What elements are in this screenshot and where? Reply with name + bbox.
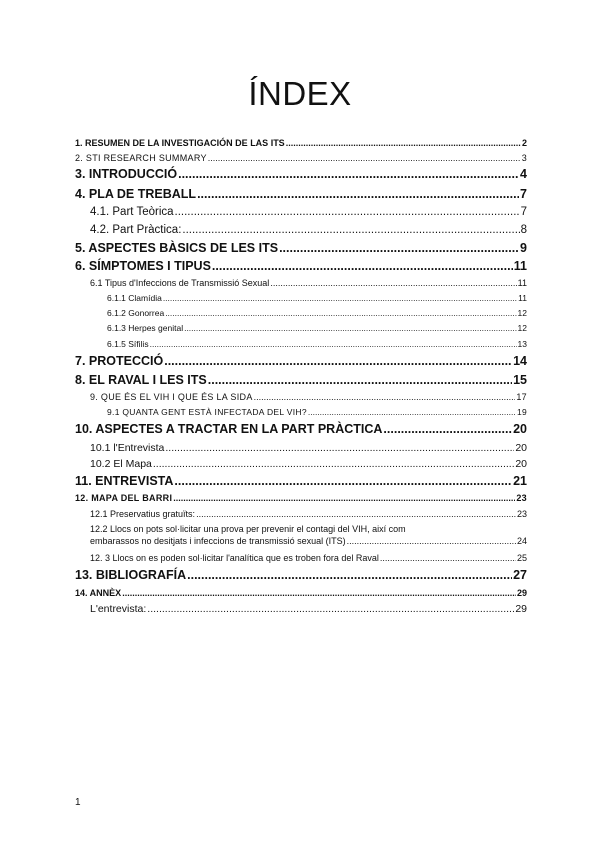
- leader-dots: [182, 223, 519, 238]
- toc-entry-label: 9. QUE ÉS EL VIH I QUE ÉS LA SIDA: [90, 392, 253, 402]
- toc-entry-page: 20: [515, 458, 527, 470]
- toc-entry-label: 7. PROTECCIÓ: [75, 354, 164, 368]
- toc-entry[interactable]: [75, 473, 527, 489]
- page-title: ÍNDEX: [248, 75, 352, 112]
- page-number: 1: [75, 797, 81, 808]
- toc-entry[interactable]: [90, 441, 527, 455]
- leader-dots: [208, 372, 512, 388]
- leader-dots: [347, 535, 516, 547]
- toc-entry[interactable]: [90, 523, 527, 547]
- toc-entry-page: 25: [516, 553, 527, 563]
- toc-entry[interactable]: [75, 587, 527, 599]
- toc-entry-label: 10. ASPECTES A TRACTAR EN LA PART PRÀCTICA: [75, 422, 383, 436]
- toc-entry-page: 15: [513, 373, 527, 387]
- toc-entry-label: 4.1. Part Teòrica: [90, 206, 174, 218]
- leader-dots: [178, 166, 519, 182]
- toc-entry-page: 8: [520, 224, 527, 236]
- leader-dots: [165, 441, 514, 455]
- toc-entry[interactable]: [75, 567, 527, 583]
- toc-entry-page: 11: [518, 293, 527, 303]
- toc-entry[interactable]: [75, 186, 527, 202]
- toc-entry-label: 1. RESUMEN DE LA INVESTIGACIÓN DE LAS ITS: [75, 138, 285, 148]
- toc-entry-label: 3. INTRODUCCIÓ: [75, 167, 178, 181]
- toc-entry-label: 6.1.2 Gonorrea: [107, 308, 165, 318]
- toc-entry-page: 14: [513, 354, 527, 368]
- toc-entry-label: 4.2. Part Pràctica:: [90, 224, 182, 236]
- toc-entry[interactable]: [107, 322, 527, 334]
- toc-entry-page: 23: [516, 509, 527, 519]
- leader-dots: [153, 457, 514, 471]
- toc-entry-label: 12. 3 Llocs on es poden sol·licitar l'analítica que es troben fora del Raval: [90, 553, 379, 563]
- toc-entry-page: 12: [517, 308, 527, 318]
- toc-entry-page: 11: [517, 278, 527, 288]
- toc-entry[interactable]: [90, 205, 527, 220]
- toc-entry-label: 2. STI RESEARCH SUMMARY: [75, 153, 207, 163]
- toc-entry-label: 10.1 l'Entrevista: [90, 442, 165, 454]
- leader-dots: [150, 338, 517, 350]
- toc-entry[interactable]: [90, 277, 527, 289]
- toc-entry-page: 9: [520, 241, 527, 255]
- toc-entry-label: 14. ANNÈX: [75, 588, 122, 598]
- toc-entry-page: 19: [516, 407, 527, 417]
- toc-entry[interactable]: [75, 421, 527, 437]
- toc-entry-page: 24: [516, 536, 527, 546]
- toc-entry[interactable]: [107, 406, 527, 418]
- toc-entry-page: 27: [513, 568, 527, 582]
- toc-entry-label: 6.1.3 Herpes genital: [107, 323, 184, 333]
- toc-entry[interactable]: [75, 166, 527, 182]
- toc-entry[interactable]: [107, 292, 527, 304]
- toc-entry-label: 4. PLA DE TREBALL: [75, 187, 197, 201]
- toc-entry[interactable]: [107, 307, 527, 319]
- leader-dots: [147, 602, 514, 616]
- leader-dots: [173, 492, 515, 504]
- leader-dots: [208, 152, 521, 164]
- toc-entry-page: 13: [517, 339, 527, 349]
- toc-entry[interactable]: [75, 258, 527, 274]
- leader-dots: [308, 406, 516, 418]
- toc-entry[interactable]: [75, 137, 527, 149]
- toc-entry[interactable]: [90, 602, 527, 616]
- toc-entry[interactable]: [75, 152, 527, 164]
- toc-entry-page: 2: [521, 138, 527, 148]
- toc-entry-label: 9.1 QUANTA GENT ESTÀ INFECTADA DEL VIH?: [107, 407, 307, 417]
- toc-entry-label: 5. ASPECTES BÀSICS DE LES ITS: [75, 241, 279, 255]
- leader-dots: [163, 292, 517, 304]
- toc-entry-label: 6.1.5 Sífilis: [107, 339, 149, 349]
- toc-entry-label: 8. EL RAVAL I LES ITS: [75, 373, 207, 387]
- toc-entry[interactable]: [90, 508, 527, 520]
- leader-dots: [270, 277, 516, 289]
- leader-dots: [165, 307, 516, 319]
- toc-entry-page: 29: [516, 588, 527, 598]
- toc-entry[interactable]: [75, 240, 527, 256]
- toc-entry-label: L'entrevista:: [90, 603, 147, 615]
- toc-entry-label: 6.1 Tipus d'Infeccions de Transmissió Sexual: [90, 278, 270, 288]
- toc-entry-page: 4: [520, 167, 527, 181]
- toc-entry-label: 12.2 Llocs on pots sol·licitar una prova per prevenir el contagi del VIH, així com: [90, 524, 406, 534]
- leader-dots: [279, 240, 519, 256]
- toc-entry[interactable]: [90, 457, 527, 471]
- toc-entry[interactable]: [90, 223, 527, 238]
- leader-dots: [122, 587, 516, 599]
- toc-entry[interactable]: [90, 391, 527, 403]
- toc-entry-page: 11: [513, 259, 527, 273]
- leader-dots: [212, 258, 513, 274]
- toc-entry[interactable]: [90, 552, 527, 564]
- toc-entry-page: 3: [521, 153, 527, 163]
- leader-dots: [197, 186, 519, 202]
- toc-entry-page: 23: [516, 493, 527, 503]
- toc-entry-label: 6. SÍMPTOMES I TIPUS: [75, 259, 211, 273]
- toc-entry[interactable]: [107, 338, 527, 350]
- leader-dots: [196, 508, 516, 520]
- leader-dots: [380, 552, 516, 564]
- leader-dots: [187, 567, 512, 583]
- leader-dots: [383, 421, 512, 437]
- toc-entry-page: 21: [513, 474, 527, 488]
- toc-entry-page: 12: [517, 323, 527, 333]
- toc-entry-page: 7: [520, 187, 527, 201]
- toc-entry-page: 7: [520, 206, 527, 218]
- toc-entry[interactable]: [75, 353, 527, 369]
- leader-dots: [184, 322, 516, 334]
- toc-entry-page: 17: [516, 392, 527, 402]
- toc-entry-label: 10.2 El Mapa: [90, 458, 152, 470]
- toc-entry[interactable]: [75, 492, 527, 504]
- toc-entry[interactable]: [75, 372, 527, 388]
- toc-entry-label: 13. BIBLIOGRAFÍA: [75, 568, 187, 582]
- toc-entry-label: 11. ENTREVISTA: [75, 474, 174, 488]
- toc-entry-page: 20: [515, 442, 527, 454]
- toc-entry-label-continued: embarassos no desitjats i infeccions de transmissió sexual (ITS): [90, 536, 346, 546]
- toc-entry-page: 29: [515, 603, 527, 615]
- leader-dots: [254, 391, 516, 403]
- toc-entry-page: 20: [513, 422, 527, 436]
- toc-entry-label: 12. MAPA DEL BARRI: [75, 493, 173, 503]
- leader-dots: [174, 473, 512, 489]
- leader-dots: [175, 205, 520, 220]
- toc-entry-label: 6.1.1 Clamídia: [107, 293, 162, 303]
- toc-entry-label: 12.1 Preservatius gratuïts:: [90, 509, 196, 519]
- leader-dots: [164, 353, 512, 369]
- leader-dots: [286, 137, 521, 149]
